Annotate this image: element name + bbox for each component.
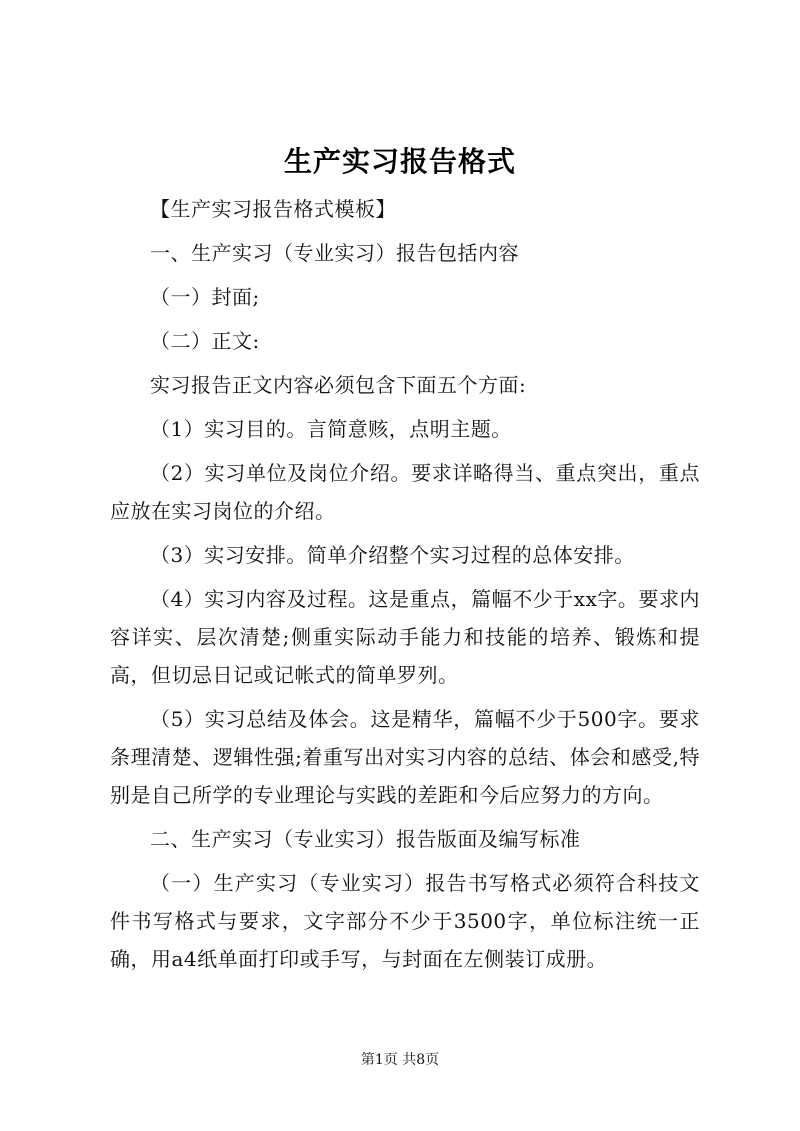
paragraph-item-3: （3）实习安排。简单介绍整个实习过程的总体安排。 <box>150 543 635 567</box>
document-body <box>110 190 700 984</box>
document-title: 生产实习报告格式 <box>283 145 516 178</box>
paragraph-item-5: （5）实习总结及体会。这是精华，篇幅不少于500字。要求条理清楚、逻辑性强;着重写出对实习内容的总结、体会和感受,特别是自己所学的专业理论与实践的差距和今后应努力的方向。 <box>110 707 700 807</box>
paragraph-section-two: 二、生产实习（专业实习）报告版面及编写标准 <box>150 827 581 851</box>
paragraph-item-2: （2）实习单位及岗位介绍。要求详略得当、重点突出，重点应放在实习岗位的介绍。 <box>110 461 700 523</box>
paragraph-item-4: （4）实习内容及过程。这是重点，篇幅不少于xx字。要求内容详实、层次清楚;侧重实际动手能力和技能的培养、锻炼和提高，但切忌日记或记帐式的简单罗列。 <box>110 587 700 687</box>
paragraph-cover: （一）封面; <box>150 285 260 309</box>
paragraph-template-heading: 【生产实习报告格式模板】 <box>150 197 396 221</box>
paragraph-main-text: （二）正文: <box>150 329 260 353</box>
paragraph-five-aspects: 实习报告正文内容必须包含下面五个方面: <box>150 373 527 397</box>
paragraph-item-1: （1）实习目的。言简意赅，点明主题。 <box>150 417 512 441</box>
paragraph-format-requirements: （一）生产实习（专业实习）报告书写格式必须符合科技文件书写格式与要求，文字部分不少于3500字，单位标注统一正确，用a4纸单面打印或手写，与封面在左侧装订成册。 <box>110 871 700 971</box>
paragraph-section-one: 一、生产实习（专业实习）报告包括内容 <box>150 241 519 265</box>
page-number-footer: 第1页 共8页 <box>360 1052 440 1068</box>
